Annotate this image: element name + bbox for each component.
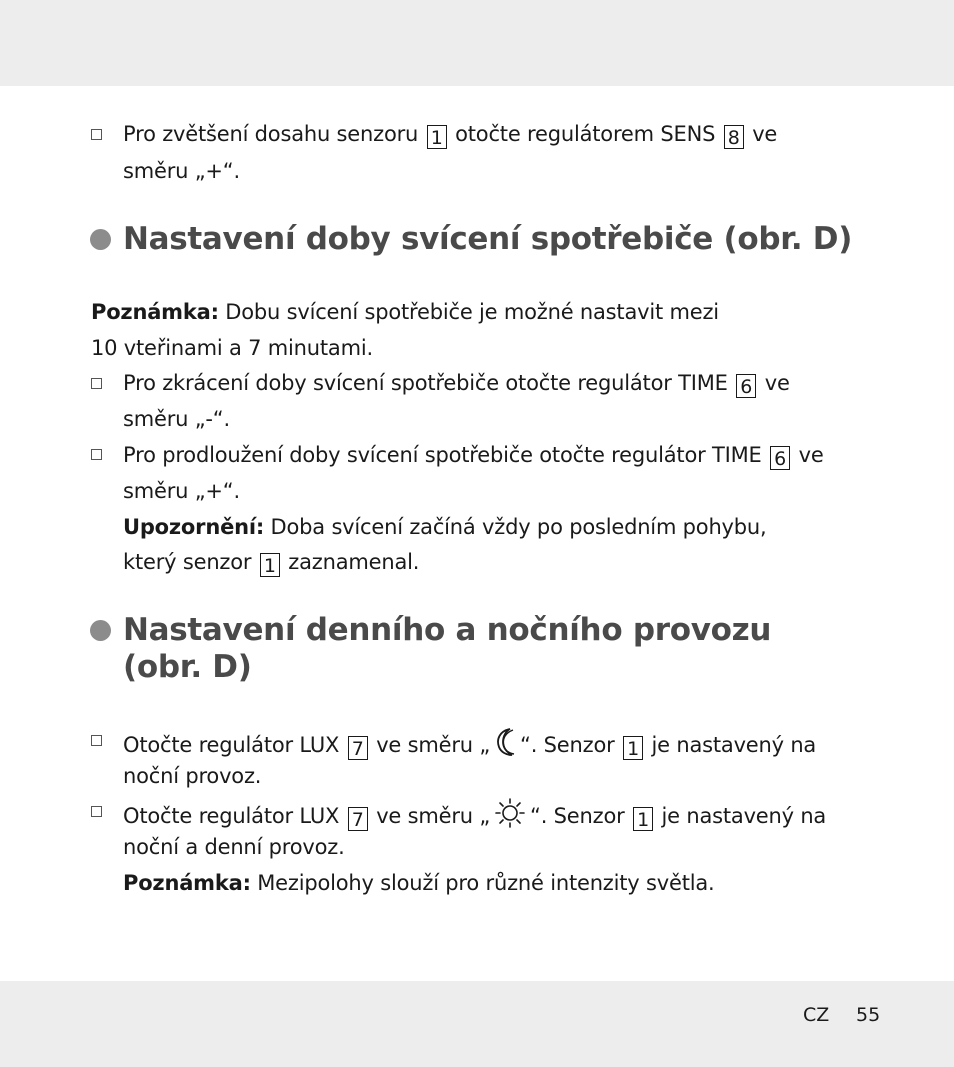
text-line: směru „-“. bbox=[123, 407, 230, 431]
text-line: Pro zkrácení doby svícení spotřebiče otočte regulátor TIME 6 ve bbox=[123, 371, 790, 398]
ref-number: 6 bbox=[770, 446, 790, 470]
checkbox-square bbox=[91, 129, 102, 140]
top-band bbox=[0, 0, 954, 86]
ref-number: 6 bbox=[736, 374, 756, 398]
note-line: Poznámka: Mezipolohy slouží pro různé intenzity světla. bbox=[123, 871, 715, 895]
checkbox-square bbox=[91, 378, 102, 389]
warning-label: Upozornění: bbox=[123, 515, 265, 539]
note-line: 10 vteřinami a 7 minutami. bbox=[91, 336, 373, 360]
heading-bullet-dot bbox=[90, 229, 111, 250]
note-label: Poznámka: bbox=[91, 300, 219, 324]
page-number: 55 bbox=[856, 1004, 881, 1026]
heading-bullet-dot bbox=[90, 620, 111, 641]
ref-number: 1 bbox=[260, 553, 280, 577]
ref-number: 7 bbox=[348, 807, 368, 831]
section-heading: Nastavení denního a nočního provozu bbox=[123, 612, 772, 648]
ref-number: 1 bbox=[623, 736, 643, 760]
text-line: Otočte regulátor LUX 7 ve směru „ “. Senzor 1 je nastavený na bbox=[123, 797, 826, 836]
ref-number: 8 bbox=[724, 125, 744, 149]
checkbox-square bbox=[91, 735, 102, 746]
text-line: Otočte regulátor LUX 7 ve směru „ “. Senzor 1 je nastavený na bbox=[123, 726, 816, 765]
ref-number: 1 bbox=[633, 807, 653, 831]
ref-number: 1 bbox=[427, 125, 447, 149]
note-line: Poznámka: Dobu svícení spotřebiče je možné nastavit mezi bbox=[91, 300, 719, 324]
sun-icon bbox=[490, 797, 530, 836]
checkbox-square bbox=[91, 806, 102, 817]
text-line: Pro zvětšení dosahu senzoru 1 otočte regulátorem SENS 8 ve bbox=[123, 122, 778, 149]
moon-icon bbox=[490, 726, 520, 765]
section-heading: Nastavení doby svícení spotřebiče (obr. D) bbox=[123, 221, 853, 257]
text-line: noční a denní provoz. bbox=[123, 835, 345, 859]
checkbox-square bbox=[91, 449, 102, 460]
text-line: směru „+“. bbox=[123, 159, 240, 183]
note-label: Poznámka: bbox=[123, 871, 251, 895]
ref-number: 7 bbox=[348, 736, 368, 760]
warning-line: který senzor 1 zaznamenal. bbox=[123, 550, 420, 577]
text-line: Pro prodloužení doby svícení spotřebiče otočte regulátor TIME 6 ve bbox=[123, 443, 824, 470]
warning-line: Upozornění: Doba svícení začíná vždy po posledním pohybu, bbox=[123, 515, 767, 539]
text-line: noční provoz. bbox=[123, 764, 262, 788]
section-heading: (obr. D) bbox=[123, 649, 252, 685]
footer-language: CZ bbox=[803, 1004, 830, 1026]
text-line: směru „+“. bbox=[123, 479, 240, 503]
